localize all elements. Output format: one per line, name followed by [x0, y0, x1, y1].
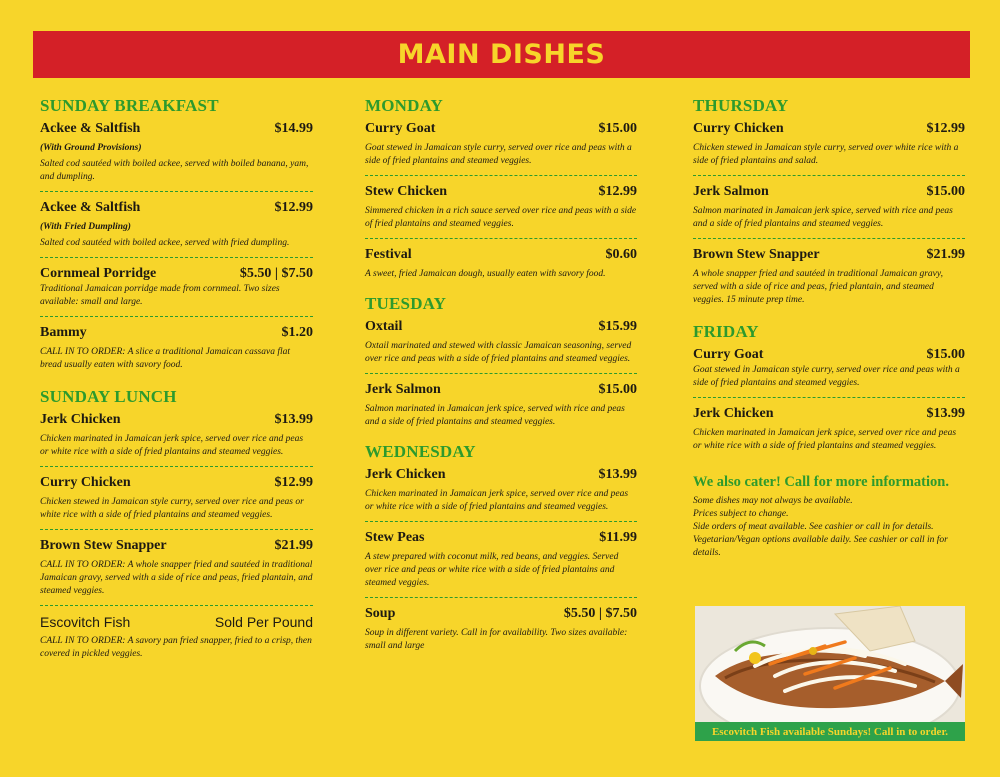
menu-item [365, 121, 637, 175]
title-banner [33, 31, 970, 78]
item-description: Salted cod sautéed with boiled ackee, served with fried dumpling. [40, 238, 290, 248]
item-name: Ackee & Saltfish [40, 200, 141, 215]
item-description: Chicken marinated in Jamaican jerk spice, served over rice and peas or white rice with a side of fried plantains and steamed veggies. [693, 428, 957, 451]
menu-item [365, 175, 637, 238]
item-name: Curry Goat [693, 347, 764, 362]
item-description: CALL IN TO ORDER: A slice a traditional Jamaican cassava flat bread usually eaten with savory food. [40, 347, 290, 370]
item-name: Jerk Chicken [365, 467, 446, 482]
page-title: MAIN DISHES [397, 39, 606, 70]
item-price: $12.99 [274, 200, 313, 215]
item-price: $21.99 [274, 538, 313, 553]
item-name: Brown Stew Snapper [693, 247, 820, 262]
note-line: Prices subject to change. [693, 509, 789, 519]
item-price: $11.99 [599, 530, 637, 545]
item-name: Jerk Chicken [693, 406, 774, 421]
item-price: $14.99 [274, 121, 313, 136]
section-heading-sunday-lunch: SUNDAY LUNCH [40, 387, 177, 406]
item-name: Stew Peas [365, 530, 425, 545]
item-name: Ackee & Saltfish [40, 121, 141, 136]
menu-item [40, 316, 313, 379]
note-line: Vegetarian/Vegan options available daily. See cashier or call in for details. [693, 535, 948, 558]
item-price: Sold Per Pound [214, 614, 313, 630]
section-heading-tuesday: TUESDAY [365, 294, 447, 313]
section-heading-sunday-breakfast: SUNDAY BREAKFAST [40, 96, 219, 115]
item-price: $1.20 [281, 325, 313, 340]
menu-item [365, 373, 637, 436]
menu-item [40, 121, 313, 191]
item-description: Oxtail marinated and stewed with classic Jamaican seasoning, served over rice and peas with a side of fried plantains and steamed veggies. [365, 341, 632, 364]
item-description: CALL IN TO ORDER: A savory pan fried snapper, fried to a crisp, then covered in pickled veggies. [40, 636, 312, 659]
menu-item [40, 257, 313, 316]
item-price: $15.99 [598, 319, 637, 334]
menu-item [693, 238, 965, 314]
menu-item [693, 397, 965, 460]
item-description: Soup in different variety. Call in for availability. Two sizes available: small and large [365, 628, 628, 651]
item-description: CALL IN TO ORDER: A whole snapper fried and sautéed in traditional Jamaican gravy, served with a side of rice and peas, fried plantain, and steamed veggies. [40, 560, 313, 596]
item-name: Jerk Salmon [365, 382, 441, 397]
photo-caption: Escovitch Fish available Sundays! Call in to order. [695, 722, 965, 741]
item-name: Escovitch Fish [40, 614, 131, 630]
item-name: Jerk Chicken [40, 412, 121, 427]
item-price: $15.00 [926, 347, 965, 362]
item-price: $5.50 | $7.50 [563, 606, 637, 621]
menu-item [40, 529, 313, 605]
item-price: $15.00 [598, 382, 637, 397]
item-name: Oxtail [365, 319, 403, 334]
item-price: $12.99 [598, 184, 637, 199]
note-line: Some dishes may not always be available. [693, 496, 853, 506]
item-name: Cornmeal Porridge [40, 266, 157, 281]
item-name: Curry Goat [365, 121, 436, 136]
section-heading-monday: MONDAY [365, 96, 444, 115]
menu-item [40, 605, 313, 668]
item-description: Goat stewed in Jamaican style curry, served over rice and peas with a side of fried plantains and steamed veggies. [693, 365, 960, 388]
menu-notes [693, 495, 965, 560]
escovitch-fish-photo [695, 606, 965, 741]
item-name: Jerk Salmon [693, 184, 769, 199]
menu-item [40, 412, 313, 466]
item-name: Stew Chicken [365, 184, 448, 199]
menu-item [40, 191, 313, 257]
item-name: Soup [365, 606, 396, 621]
menu-item [365, 319, 637, 373]
menu-item [365, 238, 637, 288]
item-description: Chicken marinated in Jamaican jerk spice, served over rice and peas or white rice with a side of fried plantains and steamed veggies. [365, 489, 629, 512]
column-left [40, 92, 313, 668]
item-name: Brown Stew Snapper [40, 538, 167, 553]
item-price: $13.99 [274, 412, 313, 427]
item-price: $13.99 [926, 406, 965, 421]
item-description: Goat stewed in Jamaican style curry, served over rice and peas with a side of fried plantains and steamed veggies. [365, 143, 632, 166]
menu-item [365, 521, 637, 597]
item-description: Salmon marinated in Jamaican jerk spice, served with rice and peas and a side of fried plantains and steamed veggies. [365, 404, 625, 427]
catering-heading: We also cater! Call for more information. [693, 474, 949, 490]
item-name: Festival [365, 247, 412, 262]
item-description: Chicken stewed in Jamaican style curry, served over rice and peas or white rice with a side of fried plantains and steamed veggies. [40, 497, 304, 520]
item-price: $12.99 [926, 121, 965, 136]
item-description: A sweet, fried Jamaican dough, usually eaten with savory food. [365, 269, 606, 279]
item-name: Bammy [40, 325, 87, 340]
item-note: (With Ground Provisions) [40, 143, 142, 153]
menu-item [693, 347, 965, 397]
item-note: (With Fried Dumpling) [40, 222, 131, 232]
item-price: $5.50 | $7.50 [239, 266, 313, 281]
item-description: A whole snapper fried and sautéed in traditional Jamaican gravy, served with a side of rice and peas, fried plantain, and steamed veggies. 15 minute prep time. [693, 269, 943, 305]
menu-item [40, 466, 313, 529]
item-name: Curry Chicken [40, 475, 131, 490]
menu-item [693, 175, 965, 238]
item-description: Chicken stewed in Jamaican style curry, served over white rice with a side of fried plantains and salad. [693, 143, 959, 166]
fish-plate-illustration [695, 606, 965, 741]
item-description: A stew prepared with coconut milk, red beans, and veggies. Served over rice and peas or white rice with a side of fried plantains and steamed veggies. [365, 552, 619, 588]
item-price: $15.00 [598, 121, 637, 136]
item-description: Salmon marinated in Jamaican jerk spice, served with rice and peas and a side of fried plantains and steamed veggies. [693, 206, 953, 229]
item-price: $0.60 [605, 247, 637, 262]
item-price: $12.99 [274, 475, 313, 490]
section-heading-friday: FRIDAY [693, 322, 759, 341]
menu-item [365, 467, 637, 521]
column-middle [365, 92, 637, 660]
item-description: Salted cod sautéed with boiled ackee, served with boiled banana, yam, and dumpling. [40, 159, 309, 182]
section-heading-thursday: THURSDAY [693, 96, 789, 115]
menu-item [365, 597, 637, 660]
item-price: $13.99 [598, 467, 637, 482]
item-description: Simmered chicken in a rich sauce served over rice and peas with a side of fried plantains and steamed veggies. [365, 206, 637, 229]
item-description: Chicken marinated in Jamaican jerk spice, served over rice and peas or white rice with a side of fried plantains and steamed veggies. [40, 434, 304, 457]
item-description: Traditional Jamaican porridge made from cornmeal. Two sizes available: small and large. [40, 284, 280, 307]
item-name: Curry Chicken [693, 121, 784, 136]
item-price: $15.00 [926, 184, 965, 199]
column-right [693, 92, 965, 560]
item-price: $21.99 [926, 247, 965, 262]
section-heading-wednesday: WEDNESDAY [365, 442, 476, 461]
note-line: Side orders of meat available. See cashier or call in for details. [693, 522, 934, 532]
menu-item [693, 121, 965, 175]
